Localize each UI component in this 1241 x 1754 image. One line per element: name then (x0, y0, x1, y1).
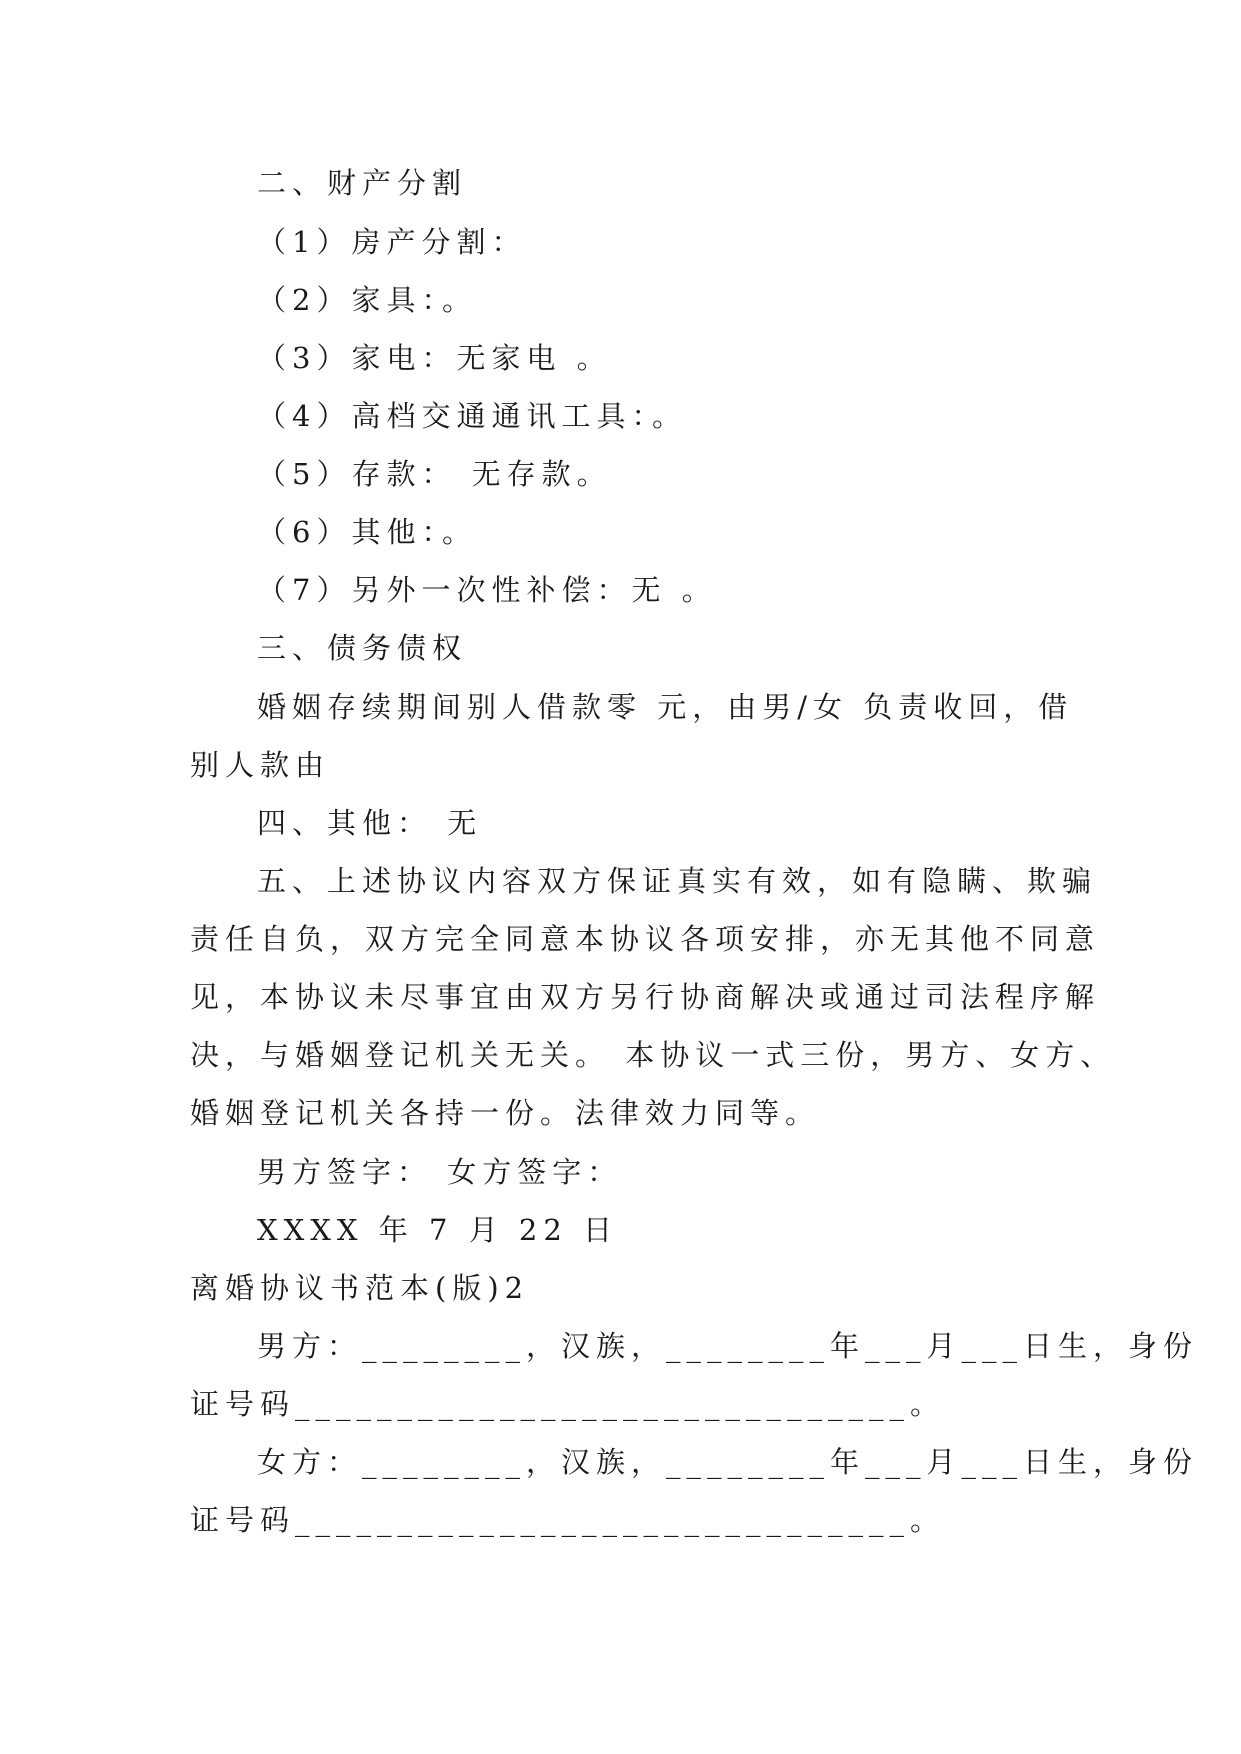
document-title-2: 离婚协议书范本(版)2 (190, 1271, 530, 1305)
paragraph-terms-line2: 责任自负，双方完全同意本协议各项安排，亦无其他不同意 (190, 922, 1101, 956)
male-party-line1: 男方：________，汉族，________年___月___日生，身份 (257, 1329, 1199, 1363)
list-item-deposits: （5）存款： 无存款。 (257, 457, 612, 491)
paragraph-terms-line4: 决，与婚姻登记机关无关。 本协议一式三份，男方、女方、 (190, 1038, 1116, 1072)
list-item-appliances: （3）家电：无家电 。 (257, 341, 612, 375)
male-party-line2: 证号码______________________________。 (190, 1387, 946, 1421)
signature-line: 男方签字： 女方签字： (257, 1155, 623, 1189)
section-heading-other: 四、其他： 无 (257, 806, 483, 840)
section-heading-debts: 三、债务债权 (257, 631, 468, 665)
list-item-compensation: （7）另外一次性补偿：无 。 (257, 573, 717, 607)
list-item-furniture: （2）家具：。 (257, 283, 477, 317)
paragraph-terms-line5: 婚姻登记机关各持一份。法律效力同等。 (190, 1096, 821, 1130)
paragraph-debts-line1: 婚姻存续期间别人借款零 元，由男/女 负责收回，借 (257, 690, 1074, 724)
section-heading-property: 二、财产分割 (257, 166, 468, 200)
paragraph-terms-line3: 见，本协议未尽事宜由双方另行协商解决或通过司法程序解 (190, 980, 1101, 1014)
list-item-other: （6）其他：。 (257, 515, 477, 549)
female-party-line2: 证号码______________________________。 (190, 1503, 946, 1537)
date-line: XXXX 年 7 月 22 日 (257, 1213, 619, 1247)
list-item-house: （1）房产分割： (257, 225, 527, 259)
paragraph-terms-line1: 五、上述协议内容双方保证真实有效，如有隐瞒、欺骗 (257, 864, 1098, 898)
paragraph-debts-line2: 别人款由 (190, 748, 331, 782)
female-party-line1: 女方：________，汉族，________年___月___日生，身份 (257, 1445, 1199, 1479)
list-item-vehicles: （4）高档交通通讯工具：。 (257, 399, 687, 433)
